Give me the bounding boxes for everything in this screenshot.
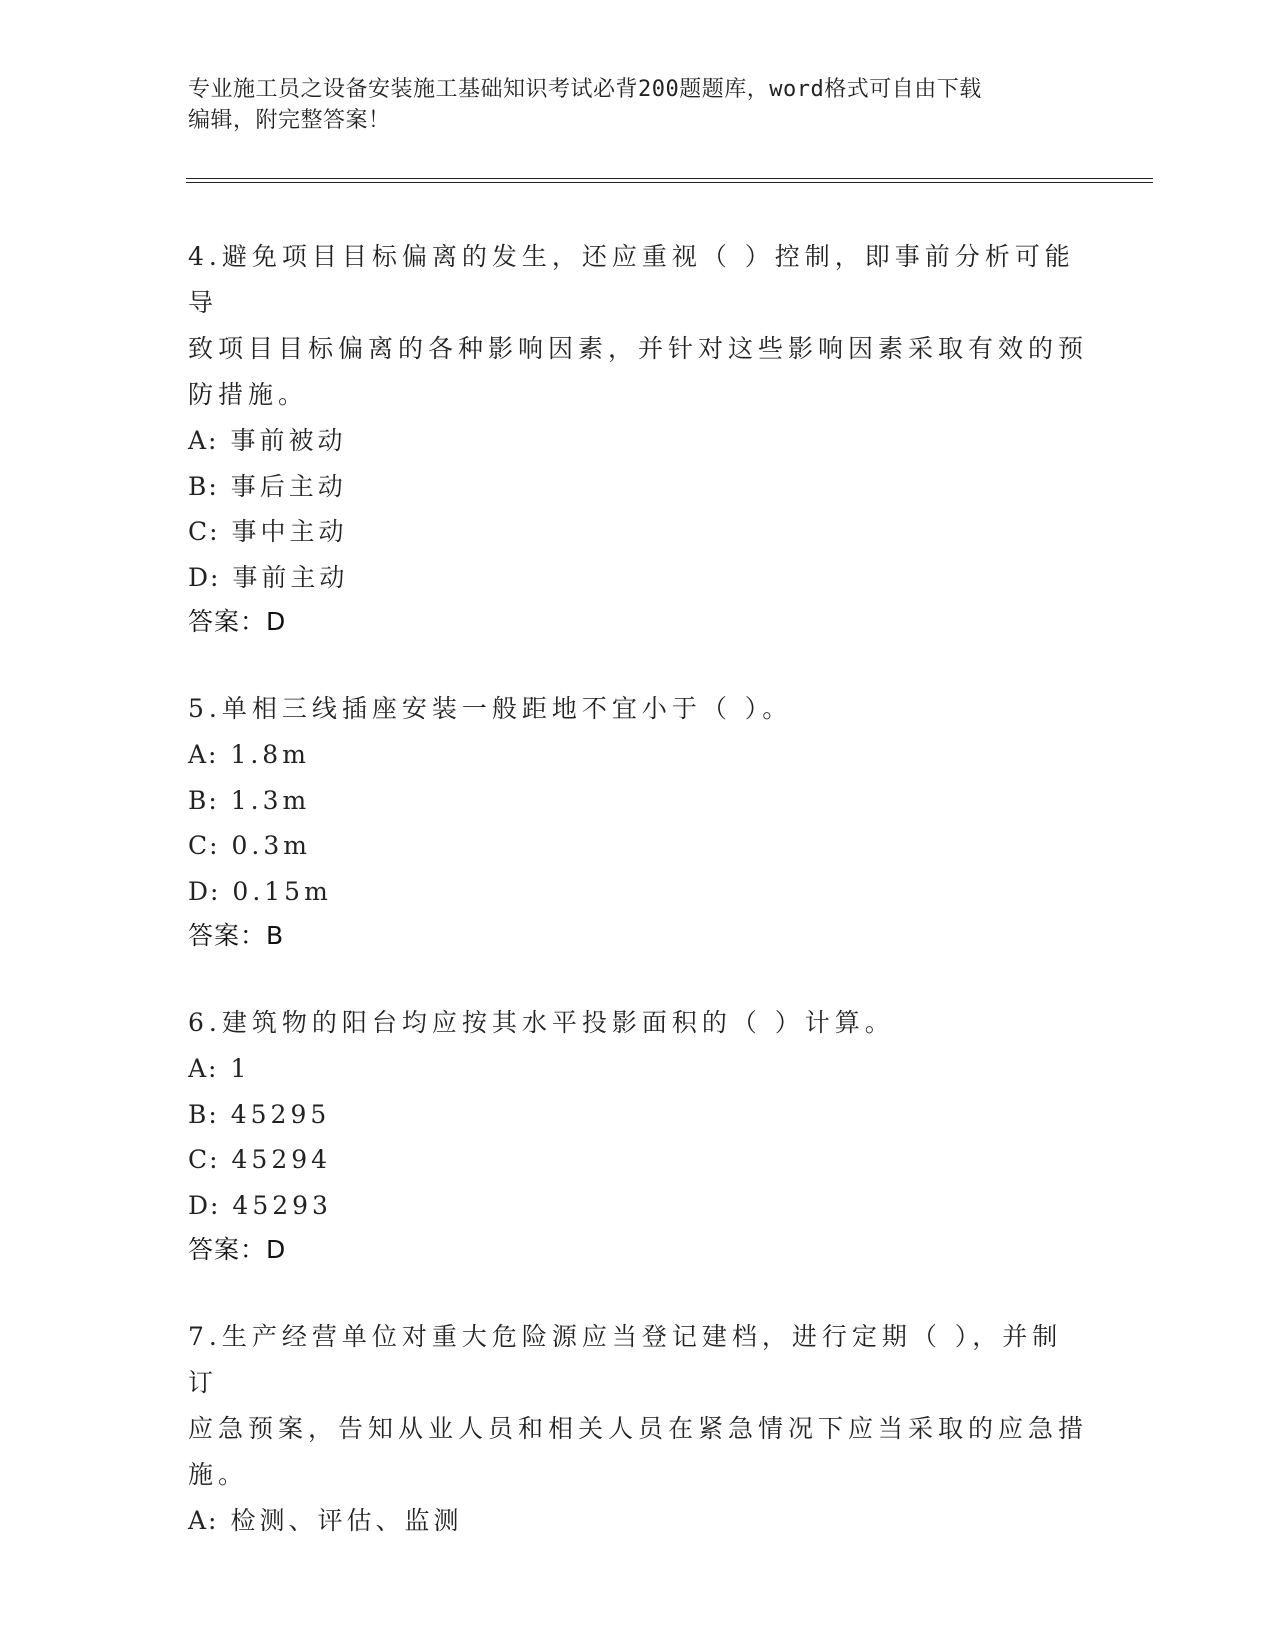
question-5-line-1: 5.单相三线插座安装一般距地不宜小于（ ）。 bbox=[188, 694, 793, 723]
option-text: 45295 bbox=[230, 1099, 331, 1129]
question-4-line-2: 致项目目标偏离的各种影响因素，并针对这些影响因素采取有效的预 bbox=[188, 334, 1089, 363]
question-7 bbox=[188, 1314, 1088, 1544]
question-7-option-a bbox=[188, 1498, 1088, 1544]
option-letter: A: bbox=[188, 740, 219, 769]
question-7-line-1: 7.生产经营单位对重大危险源应当登记建档，进行定期（ ），并制订 bbox=[188, 1322, 1063, 1397]
option-text: 45294 bbox=[231, 1145, 332, 1174]
document-header bbox=[188, 74, 1088, 136]
question-7-line-3: 施。 bbox=[188, 1460, 249, 1489]
option-letter: C: bbox=[188, 1145, 220, 1174]
option-text: 0.15m bbox=[232, 876, 332, 906]
header-rule-top bbox=[186, 178, 1153, 179]
option-text: 1.3m bbox=[230, 785, 311, 815]
option-letter: B: bbox=[188, 471, 219, 501]
question-4-option-b bbox=[188, 464, 1088, 510]
question-7-line-2: 应急预案，告知从业人员和相关人员在紧急情况下应当采取的应急措 bbox=[188, 1414, 1089, 1443]
header-rule-bottom bbox=[186, 182, 1153, 183]
question-5-option-b bbox=[188, 778, 1088, 824]
question-spacer bbox=[188, 958, 1088, 1000]
option-letter: A: bbox=[188, 1506, 219, 1535]
option-letter: A: bbox=[188, 1054, 219, 1083]
header-line-2: 编辑，附完整答案！ bbox=[188, 108, 391, 133]
option-letter: D: bbox=[188, 1190, 221, 1220]
option-text: 事后主动 bbox=[230, 471, 347, 501]
option-letter: B: bbox=[188, 785, 219, 815]
option-letter: A: bbox=[188, 426, 219, 455]
option-text: 事前主动 bbox=[232, 562, 349, 592]
question-4-line-3: 防措施。 bbox=[188, 380, 309, 409]
question-4-line-1: 4.避免项目目标偏离的发生，还应重视（ ）控制，即事前分析可能导 bbox=[188, 242, 1075, 317]
question-6-option-b bbox=[188, 1092, 1088, 1138]
question-5-option-d bbox=[188, 869, 1088, 915]
question-4 bbox=[188, 234, 1088, 644]
option-letter: B: bbox=[188, 1099, 219, 1129]
option-text: 事中主动 bbox=[231, 517, 348, 546]
question-4-option-d bbox=[188, 555, 1088, 601]
question-4-option-a bbox=[188, 418, 1088, 464]
question-6-option-a bbox=[188, 1046, 1088, 1092]
question-5-option-a bbox=[188, 732, 1088, 778]
question-6-option-d bbox=[188, 1183, 1088, 1229]
question-list bbox=[188, 234, 1088, 1544]
question-6-line-1: 6.建筑物的阳台均应按其水平投影面积的（ ）计算。 bbox=[188, 1008, 895, 1037]
question-5-answer: 答案：B bbox=[188, 921, 285, 950]
option-letter: C: bbox=[188, 517, 220, 546]
option-letter: D: bbox=[188, 876, 221, 906]
option-text: 1 bbox=[230, 1054, 251, 1083]
option-letter: C: bbox=[188, 831, 220, 860]
question-6 bbox=[188, 1000, 1088, 1272]
option-text: 检测、评估、监测 bbox=[230, 1506, 463, 1535]
question-5 bbox=[188, 686, 1088, 958]
question-spacer bbox=[188, 644, 1088, 686]
question-6-option-c bbox=[188, 1137, 1088, 1183]
question-4-answer: 答案：D bbox=[188, 607, 287, 636]
question-6-answer: 答案：D bbox=[188, 1235, 287, 1264]
option-text: 1.8m bbox=[230, 740, 310, 769]
header-line-1: 专业施工员之设备安装施工基础知识考试必背200题题库，word格式可自由下载 bbox=[188, 77, 982, 102]
option-text: 0.3m bbox=[231, 831, 311, 860]
question-4-option-c bbox=[188, 509, 1088, 555]
option-text: 45293 bbox=[232, 1190, 332, 1220]
option-text: 事前被动 bbox=[230, 426, 347, 455]
option-letter: D: bbox=[188, 562, 221, 592]
question-5-option-c bbox=[188, 823, 1088, 869]
question-spacer bbox=[188, 1272, 1088, 1314]
